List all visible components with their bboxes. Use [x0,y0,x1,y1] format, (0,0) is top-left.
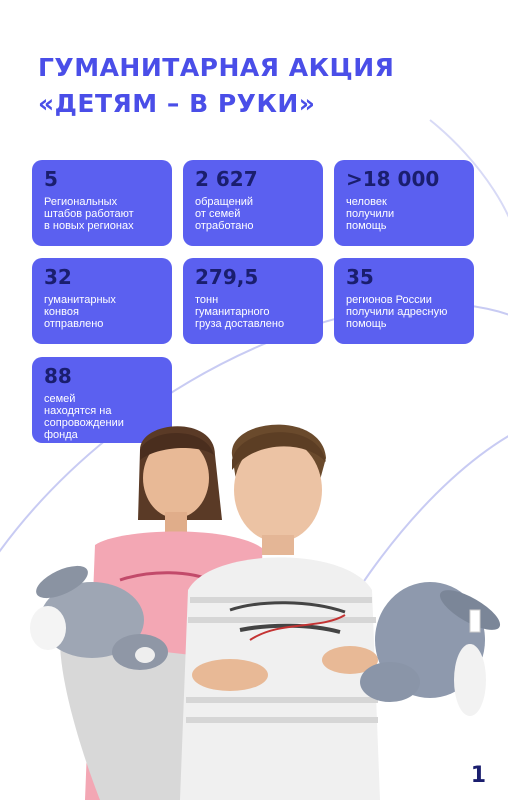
stat-value: 32 [44,265,72,289]
stat-value: 5 [44,167,58,191]
stat-label: семей находятся на сопровождении фонда [44,393,124,441]
stat-value: 88 [44,364,72,388]
plush-bunny-right [360,582,505,716]
stat-value: 2 627 [195,167,258,191]
title-line-1: ГУМАНИТАРНАЯ АКЦИЯ [38,53,395,82]
stat-label: человек получили помощь [346,196,395,232]
stat-label: обращений от семей отработано [195,196,254,232]
stat-label: гуманитарных конвоя отправлено [44,294,116,330]
stat-value: 279,5 [195,265,259,289]
stat-label: Региональных штабов работают в новых регионах [44,196,134,232]
stat-label: тонн гуманитарного груза доставлено [195,294,285,330]
stat-value: >18 000 [346,167,440,191]
stat-label: регионов России получили адресную помощь [346,294,448,330]
stat-value: 35 [346,265,374,289]
title-line-2: «ДЕТЯМ – В РУКИ» [38,89,316,118]
page-number: 1 [470,763,486,788]
